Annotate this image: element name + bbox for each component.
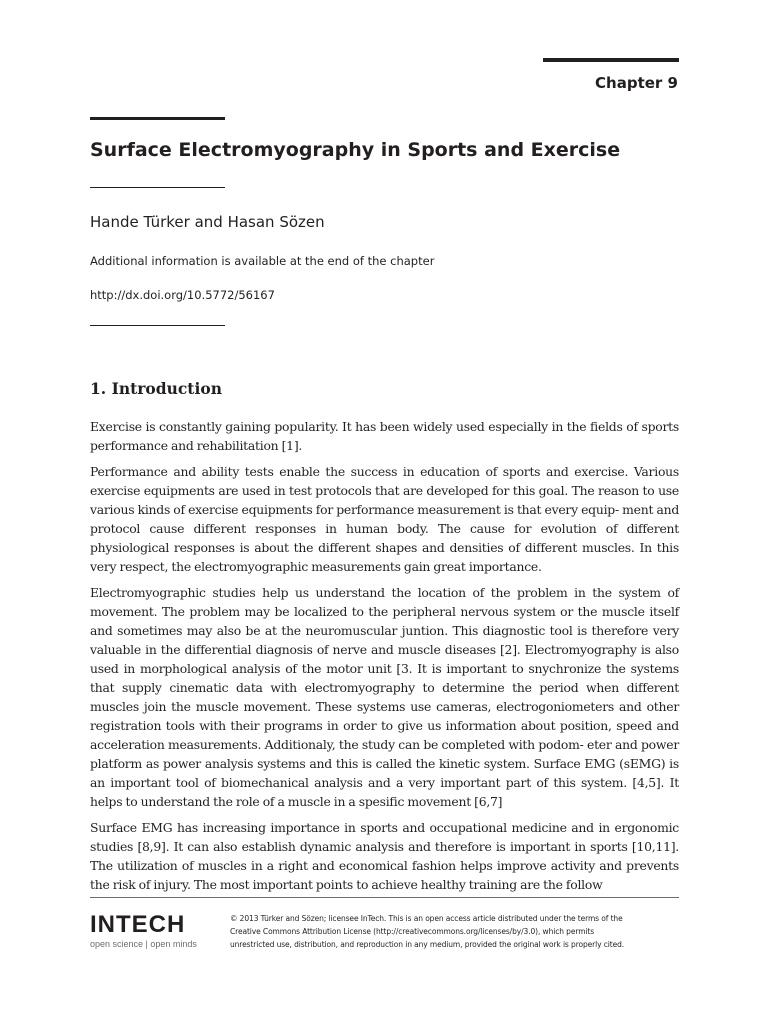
chapter-rule [543, 58, 679, 62]
paragraph: Surface EMG has increasing importance in sports and occupational medicine and in ergonomic studies [8,9]. It can also establish dynamic analysis and therefore is important in sports [10,11]. The utilization of muscles in a right and economical fashion helps improve activity and prevents the risk of injury. The most important points to achieve healthy training are the follow [90, 820, 679, 892]
license-line: © 2013 Türker and Sözen; licensee InTech. This is an open access article distributed under the terms of the [230, 914, 623, 923]
paper-title: Surface Electromyography in Sports and Exercise [90, 139, 621, 161]
paragraph: Exercise is constantly gaining popularity. It has been widely used especially in the fields of sports performance and rehabilitation [1]. [90, 419, 679, 453]
license-notice [230, 912, 680, 951]
title-rule-bottom [90, 187, 225, 188]
authors: Hande Türker and Hasan Sözen [90, 213, 325, 231]
chapter-label: Chapter 9 [595, 74, 678, 92]
meta-rule [90, 325, 225, 326]
logo-wordmark: INTECH [90, 911, 186, 938]
license-line: Creative Commons Attribution License (http://creativecommons.org/licenses/by/3.0), which permits [230, 927, 595, 936]
paragraph: Electromyographic studies help us understand the location of the problem in the system of movement. The problem may be localized to the peripheral nervous system or the muscle itself and sometimes may also be at the neuromuscular juntion. This diagnostic tool is therefore very valuable in the differential diagnosis of nerve and muscle diseases [2]. Electromyography is also used in morphological analysis of the motor unit [3. It is important to snychronize the systems that supply cinematic data with electromyography to determine the period when different muscles join the muscle movement. These systems use cameras, electrogoniometers and other registration tools with their programs in order to give us information about position, speed and acceleration measurements. Additionaly, the study can be completed with podom‐ eter and power platform as power analysis systems and this is called the kinetic system. Surface EMG (sEMG) is an important tool of biomechanical analysis and a very important part of this system. [4,5]. It helps to understand the role of a muscle in a spesific movement [6,7] [90, 585, 679, 809]
logo-tagline: open science | open minds [90, 939, 197, 949]
title-rule-top [90, 117, 225, 120]
intech-logo [90, 912, 215, 949]
body-text [90, 417, 679, 901]
additional-info: Additional information is available at the end of the chapter [90, 254, 435, 268]
license-line: unrestricted use, distribution, and reproduction in any medium, provided the original work is properly cited. [230, 940, 625, 949]
paragraph: Performance and ability tests enable the success in education of sports and exercise. Various exercise equipments are used in test protocols that are developed for this goal. The reason to use various kinds of exercise equipments for performance measurement is that every equip‐ ment and protocol cause different responses in human body. The cause for evolution of different physiological responses is about the different shapes and densities of different muscles. In this very respect, the electromyographic measurements gain great importance. [90, 464, 679, 574]
section-heading: 1. Introduction [90, 379, 222, 398]
footer-rule [90, 897, 679, 898]
doi-link[interactable]: http://dx.doi.org/10.5772/56167 [90, 288, 275, 302]
